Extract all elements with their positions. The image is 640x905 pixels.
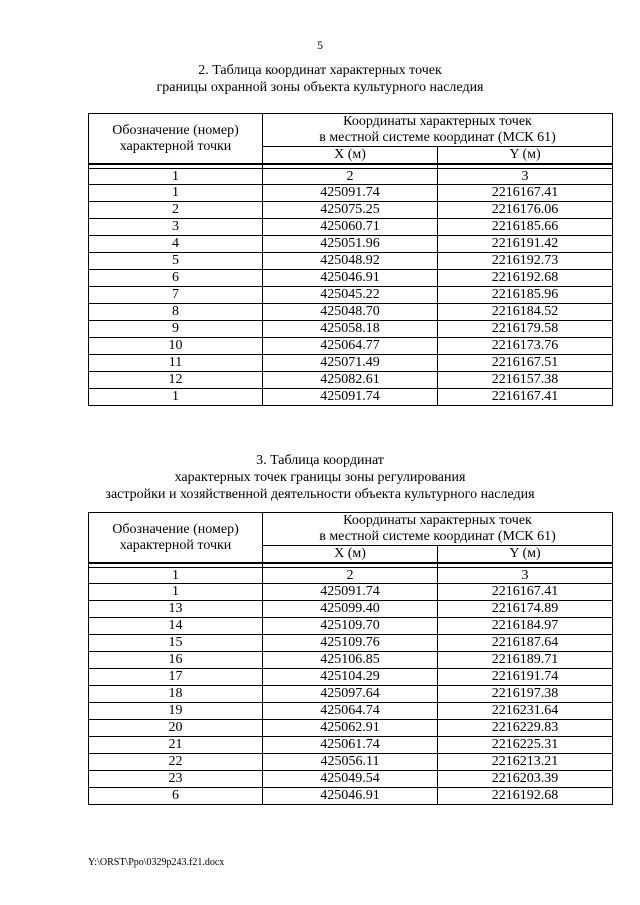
table1-body [89, 185, 613, 406]
table2-column-number-1: 1 [89, 568, 263, 584]
table2-title-line1: 3. Таблица координат [256, 453, 384, 468]
table2-body [89, 584, 613, 805]
y-coordinate-cell: 2216213.21 [438, 754, 613, 771]
table1-column-number-1: 1 [89, 169, 263, 185]
point-number-cell: 23 [89, 771, 263, 788]
table-row [89, 338, 613, 355]
table2-header-coords-line1: Координаты характерных точек [343, 513, 532, 528]
table-row [89, 219, 613, 236]
table2-column-number-2: 2 [263, 568, 438, 584]
table-row [89, 720, 613, 737]
table-row [89, 618, 613, 635]
point-number-cell: 1 [89, 185, 263, 202]
table2-column-number-3: 3 [438, 568, 613, 584]
x-coordinate-cell: 425106.85 [263, 652, 438, 669]
x-coordinate-cell: 425060.71 [263, 219, 438, 236]
x-coordinate-cell: 425064.74 [263, 703, 438, 720]
point-number-cell: 6 [89, 270, 263, 287]
x-coordinate-cell: 425045.22 [263, 287, 438, 304]
table2-header-point-label [89, 513, 263, 564]
y-coordinate-cell: 2216197.38 [438, 686, 613, 703]
table1-title-line2: границы охранной зоны объекта культурного наследия [156, 80, 484, 95]
x-coordinate-cell: 425048.70 [263, 304, 438, 321]
x-coordinate-cell: 425049.54 [263, 771, 438, 788]
table-row [89, 236, 613, 253]
table2-header-coords-line2: в местной системе координат (МСК 61) [319, 529, 556, 544]
table1-title-line1: 2. Таблица координат характерных точек [198, 63, 442, 78]
table1-header-point-label [89, 114, 263, 165]
y-coordinate-cell: 2216179.58 [438, 321, 613, 338]
table1-header-coords-line1: Координаты характерных точек [343, 114, 532, 129]
table-row [89, 372, 613, 389]
table1-header-coords-line2: в местной системе координат (МСК 61) [319, 130, 556, 145]
table-row [89, 601, 613, 618]
point-number-cell: 1 [89, 389, 263, 406]
point-number-cell: 12 [89, 372, 263, 389]
table1-coordinates [88, 113, 613, 406]
table1-header-y: Y (м) [438, 147, 613, 165]
point-number-cell: 10 [89, 338, 263, 355]
x-coordinate-cell: 425082.61 [263, 372, 438, 389]
x-coordinate-cell: 425097.64 [263, 686, 438, 703]
y-coordinate-cell: 2216231.64 [438, 703, 613, 720]
table-row [89, 754, 613, 771]
table-row [89, 652, 613, 669]
y-coordinate-cell: 2216203.39 [438, 771, 613, 788]
table-row [89, 703, 613, 720]
table-row [89, 788, 613, 805]
y-coordinate-cell: 2216157.38 [438, 372, 613, 389]
y-coordinate-cell: 2216192.73 [438, 253, 613, 270]
y-coordinate-cell: 2216191.74 [438, 669, 613, 686]
table-row [89, 321, 613, 338]
x-coordinate-cell: 425046.91 [263, 270, 438, 287]
point-number-cell: 19 [89, 703, 263, 720]
y-coordinate-cell: 2216167.41 [438, 185, 613, 202]
y-coordinate-cell: 2216192.68 [438, 270, 613, 287]
x-coordinate-cell: 425104.29 [263, 669, 438, 686]
point-number-cell: 11 [89, 355, 263, 372]
x-coordinate-cell: 425091.74 [263, 389, 438, 406]
table-row [89, 185, 613, 202]
x-coordinate-cell: 425058.18 [263, 321, 438, 338]
point-number-cell: 6 [89, 788, 263, 805]
table1-column-number-3: 3 [438, 169, 613, 185]
footer-file-path: Y:\ORST\Ppo\0329p243.f21.docx [88, 857, 225, 868]
y-coordinate-cell: 2216185.66 [438, 219, 613, 236]
table-row [89, 287, 613, 304]
y-coordinate-cell: 2216167.41 [438, 584, 613, 601]
x-coordinate-cell: 425091.74 [263, 584, 438, 601]
table-row [89, 737, 613, 754]
x-coordinate-cell: 425109.76 [263, 635, 438, 652]
table-row [89, 304, 613, 321]
table2-header-coords [263, 513, 613, 546]
point-number-cell: 8 [89, 304, 263, 321]
table1-header-coords [263, 114, 613, 147]
x-coordinate-cell: 425071.49 [263, 355, 438, 372]
point-number-cell: 7 [89, 287, 263, 304]
point-number-cell: 13 [89, 601, 263, 618]
table-row [89, 771, 613, 788]
x-coordinate-cell: 425062.91 [263, 720, 438, 737]
point-number-cell: 1 [89, 584, 263, 601]
table-row [89, 253, 613, 270]
point-number-cell: 4 [89, 236, 263, 253]
point-number-cell: 2 [89, 202, 263, 219]
y-coordinate-cell: 2216192.68 [438, 788, 613, 805]
table2-title-line3: застройки и хозяйственной деятельности объекта культурного наследия [105, 487, 535, 502]
table1-header-x: X (м) [263, 147, 438, 165]
x-coordinate-cell: 425051.96 [263, 236, 438, 253]
table-row [89, 202, 613, 219]
table-row [89, 686, 613, 703]
y-coordinate-cell: 2216176.06 [438, 202, 613, 219]
table-row [89, 669, 613, 686]
point-number-cell: 5 [89, 253, 263, 270]
point-number-cell: 22 [89, 754, 263, 771]
y-coordinate-cell: 2216167.41 [438, 389, 613, 406]
x-coordinate-cell: 425056.11 [263, 754, 438, 771]
point-number-cell: 9 [89, 321, 263, 338]
y-coordinate-cell: 2216229.83 [438, 720, 613, 737]
table2-header-point-line2: характерной точки [119, 537, 232, 553]
table-row [89, 584, 613, 601]
x-coordinate-cell: 425075.25 [263, 202, 438, 219]
table-row [89, 270, 613, 287]
x-coordinate-cell: 425099.40 [263, 601, 438, 618]
point-number-cell: 17 [89, 669, 263, 686]
y-coordinate-cell: 2216174.89 [438, 601, 613, 618]
point-number-cell: 3 [89, 219, 263, 236]
table2-coordinates [88, 512, 613, 805]
y-coordinate-cell: 2216184.97 [438, 618, 613, 635]
point-number-cell: 21 [89, 737, 263, 754]
table1-header-point-line2: характерной точки [119, 138, 232, 154]
table1-column-number-2: 2 [263, 169, 438, 185]
x-coordinate-cell: 425048.92 [263, 253, 438, 270]
table-row [89, 355, 613, 372]
table2-title-line2: характерных точек границы зоны регулирования [174, 470, 466, 485]
point-number-cell: 20 [89, 720, 263, 737]
x-coordinate-cell: 425091.74 [263, 185, 438, 202]
page-number: 5 [317, 38, 323, 52]
table-row [89, 635, 613, 652]
table1-header-point-line1: Обозначение (номер) [112, 122, 239, 138]
y-coordinate-cell: 2216185.96 [438, 287, 613, 304]
y-coordinate-cell: 2216189.71 [438, 652, 613, 669]
table2-title [0, 452, 640, 503]
y-coordinate-cell: 2216167.51 [438, 355, 613, 372]
point-number-cell: 18 [89, 686, 263, 703]
x-coordinate-cell: 425061.74 [263, 737, 438, 754]
table2-header-y: Y (м) [438, 546, 613, 564]
y-coordinate-cell: 2216187.64 [438, 635, 613, 652]
table-row [89, 389, 613, 406]
y-coordinate-cell: 2216173.76 [438, 338, 613, 355]
x-coordinate-cell: 425046.91 [263, 788, 438, 805]
x-coordinate-cell: 425109.70 [263, 618, 438, 635]
y-coordinate-cell: 2216191.42 [438, 236, 613, 253]
point-number-cell: 14 [89, 618, 263, 635]
point-number-cell: 15 [89, 635, 263, 652]
x-coordinate-cell: 425064.77 [263, 338, 438, 355]
table1-title [0, 62, 640, 96]
y-coordinate-cell: 2216225.31 [438, 737, 613, 754]
table2-header-point-line1: Обозначение (номер) [112, 521, 239, 537]
y-coordinate-cell: 2216184.52 [438, 304, 613, 321]
table2-header-x: X (м) [263, 546, 438, 564]
point-number-cell: 16 [89, 652, 263, 669]
